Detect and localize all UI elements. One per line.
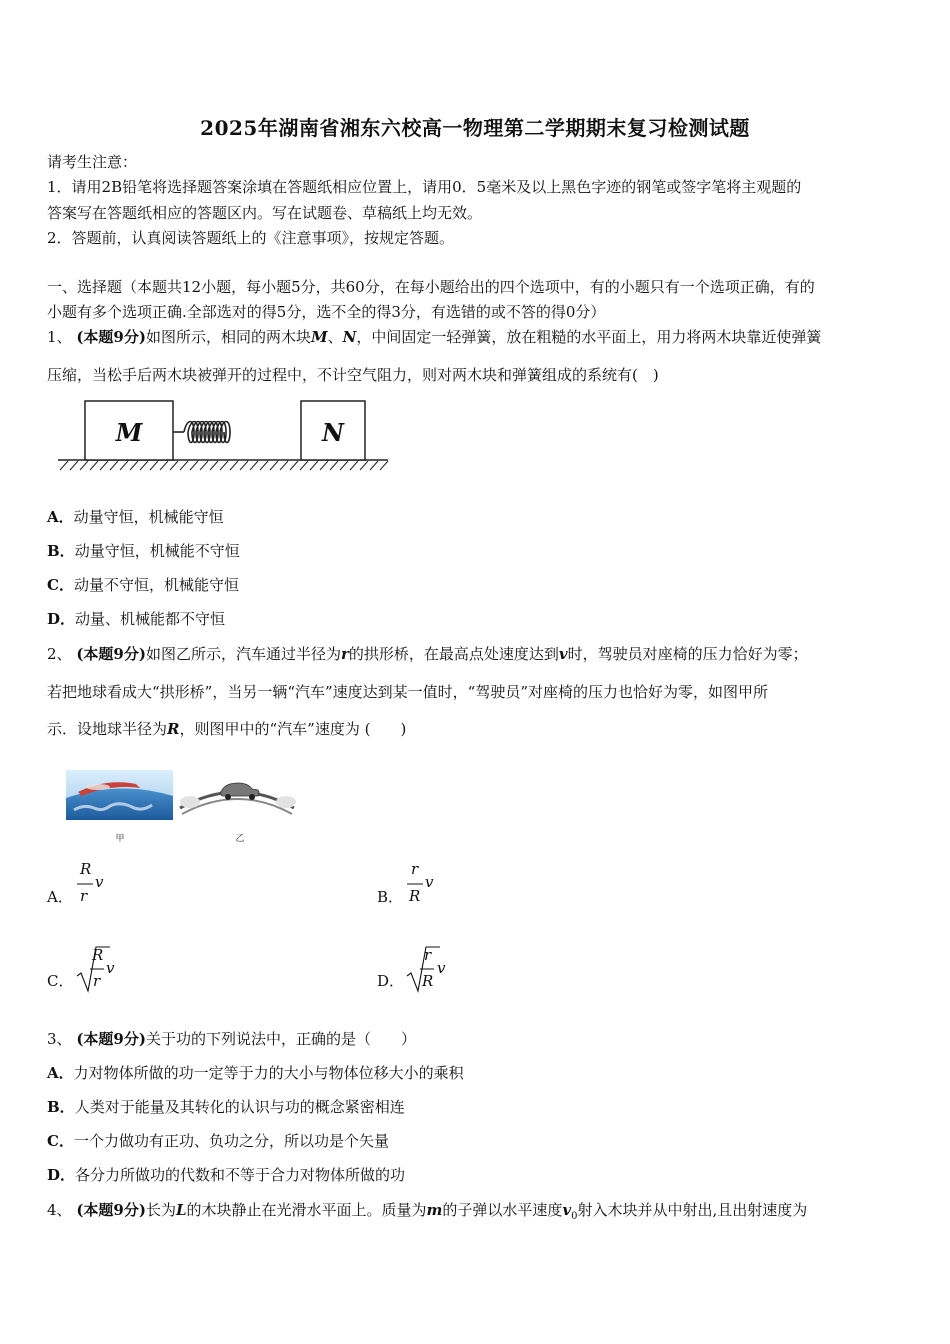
q2-option-c-v: v — [106, 959, 115, 977]
q2-score: (本题9分) — [76, 645, 146, 663]
notice-heading: 请考生注意： — [47, 153, 138, 171]
notice-line-1: 1．请用2B铅笔将选择题答案涂填在答题纸相应位置上，请用0．5毫米及以上黑色字迹的钢笔或签字笔将主观题的 — [47, 178, 802, 196]
q2-option-c-numerator: R — [92, 946, 104, 964]
q1-option-b: B．动量守恒，机械能不守恒 — [47, 542, 240, 560]
q2-option-a-denominator: r — [80, 887, 88, 905]
q3-score: (本题9分) — [76, 1030, 146, 1048]
q3-option-d: D．各分力所做功的代数和不等于合力对物体所做的功 — [47, 1166, 406, 1184]
q2-option-b-denominator: R — [409, 887, 421, 905]
figure-yi-bridge — [180, 783, 296, 814]
q3-option-c: C．一个力做功有正功、负功之分，所以功是个矢量 — [47, 1132, 389, 1150]
q2-option-b-fraction-bar — [407, 883, 425, 885]
q2-stem-line-1: 2、 (本题9分)如图乙所示，汽车通过半径为r的拱形桥，在最高点处速度达到v时，驾驶员对座椅的压力恰好为零； — [47, 645, 808, 663]
q4-var-v0-subscript: 0 — [571, 1211, 578, 1222]
q1-option-c: C．动量不守恒，机械能守恒 — [47, 576, 239, 594]
notice-line-3: 2．答题前，认真阅读答题纸上的《注意事项》，按规定答题。 — [47, 229, 455, 247]
q4-stem-line-1: 4、 (本题9分)长为L的木块静止在光滑水平面上。质量为m的子弹以水平速度$v_0$射入木块并从中射出,且出射速度为 — [47, 1201, 808, 1222]
q2-option-d-numerator: r — [424, 946, 432, 964]
q2-stem-line-3: 示．设地球半径为R，则图甲中的“汽车”速度为 ( ) — [47, 720, 407, 738]
q2-option-a-label: A． — [47, 888, 73, 906]
q3-stem: 3、 (本题9分)关于功的下列说法中，正确的是（ ） — [47, 1030, 416, 1048]
q1-stem-line-2: 压缩，当松手后两木块被弹开的过程中，不计空气阻力，则对两木块和弹簧组成的系统有( ) — [47, 366, 659, 384]
q2-option-c-fraction-bar — [90, 968, 106, 970]
q2-option-b-numerator: r — [411, 860, 419, 878]
section-line-1: 一、选择题（本题共12小题，每小题5分，共60分，在每小题给出的四个选项中，有的小题只有一个选项正确，有的 — [47, 278, 815, 296]
q2-option-c-denominator: r — [93, 972, 101, 990]
q1-var-m: M — [310, 328, 328, 346]
q1-sep: 、 — [327, 328, 343, 346]
q2-option-a-fraction-bar — [77, 883, 95, 885]
section-line-2: 小题有多个选项正确.全部选对的得5分，选不全的得3分，有选错的或不答的得0分） — [47, 303, 606, 321]
q2-option-d-label: D． — [377, 972, 405, 990]
page-title: 2025年湖南省湘东六校高一物理第二学期期末复习检测试题 — [200, 116, 750, 140]
q1-var-n: N — [342, 328, 357, 346]
q4-var-L: L — [175, 1201, 187, 1219]
q1-text-a: 如图所示，相同的两木块 — [145, 328, 311, 346]
q4-number: 4、 — [47, 1201, 72, 1219]
q3-number: 3、 — [47, 1030, 72, 1048]
q4-var-v0: v — [562, 1201, 572, 1219]
q2-option-b-v: v — [425, 873, 434, 891]
figure-label-jia: 甲 — [115, 834, 125, 844]
notice-line-2: 答案写在答题纸相应的答题区内。写在试题卷、草稿纸上均无效。 — [47, 204, 483, 222]
q2-option-b-label: B． — [377, 888, 404, 906]
q2-var-v: v — [558, 645, 568, 663]
spring — [173, 422, 301, 443]
q2-option-c-label: C． — [47, 972, 74, 990]
q1-option-d: D．动量、机械能都不守恒 — [47, 610, 226, 628]
q2-figures — [66, 770, 298, 846]
q3-option-b: B．人类对于能量及其转化的认识与功的概念紧密相连 — [47, 1098, 405, 1116]
q2-var-R: R — [167, 720, 180, 738]
q2-option-d-fraction-bar — [420, 968, 436, 970]
q1-number: 1、 — [47, 328, 72, 346]
q1-text-b: ，中间固定一轻弹簧，放在粗糙的水平面上，用力将两木块靠近使弹簧 — [356, 328, 822, 346]
q1-stem-line-1 — [47, 327, 821, 347]
q1-option-a: A．动量守恒，机械能守恒 — [47, 508, 224, 526]
q2-stem-line-2: 若把地球看成大“拱形桥”，当另一辆“汽车”速度达到某一值时，“驾驶员”对座椅的压力也恰好为零，如图甲所 — [47, 683, 769, 701]
block-n-label: N — [322, 418, 344, 447]
q1-score: (本题9分) — [76, 328, 146, 346]
q2-option-a-v: v — [95, 873, 104, 891]
figure-jia-earth — [66, 770, 173, 820]
q2-option-d-v: v — [437, 959, 446, 977]
q1-spring-diagram — [56, 398, 392, 476]
figure-label-yi: 乙 — [235, 834, 245, 844]
q3-option-a: A．力对物体所做的功一定等于力的大小与物体位移大小的乘积 — [47, 1064, 464, 1082]
q2-option-a-numerator: R — [80, 860, 92, 878]
block-m-label: M — [115, 418, 143, 447]
q4-var-m: m — [426, 1201, 443, 1219]
q2-var-r: r — [340, 645, 349, 663]
q2-number: 2、 — [47, 645, 72, 663]
q4-score: (本题9分) — [76, 1201, 146, 1219]
q2-option-d-denominator: R — [422, 972, 434, 990]
